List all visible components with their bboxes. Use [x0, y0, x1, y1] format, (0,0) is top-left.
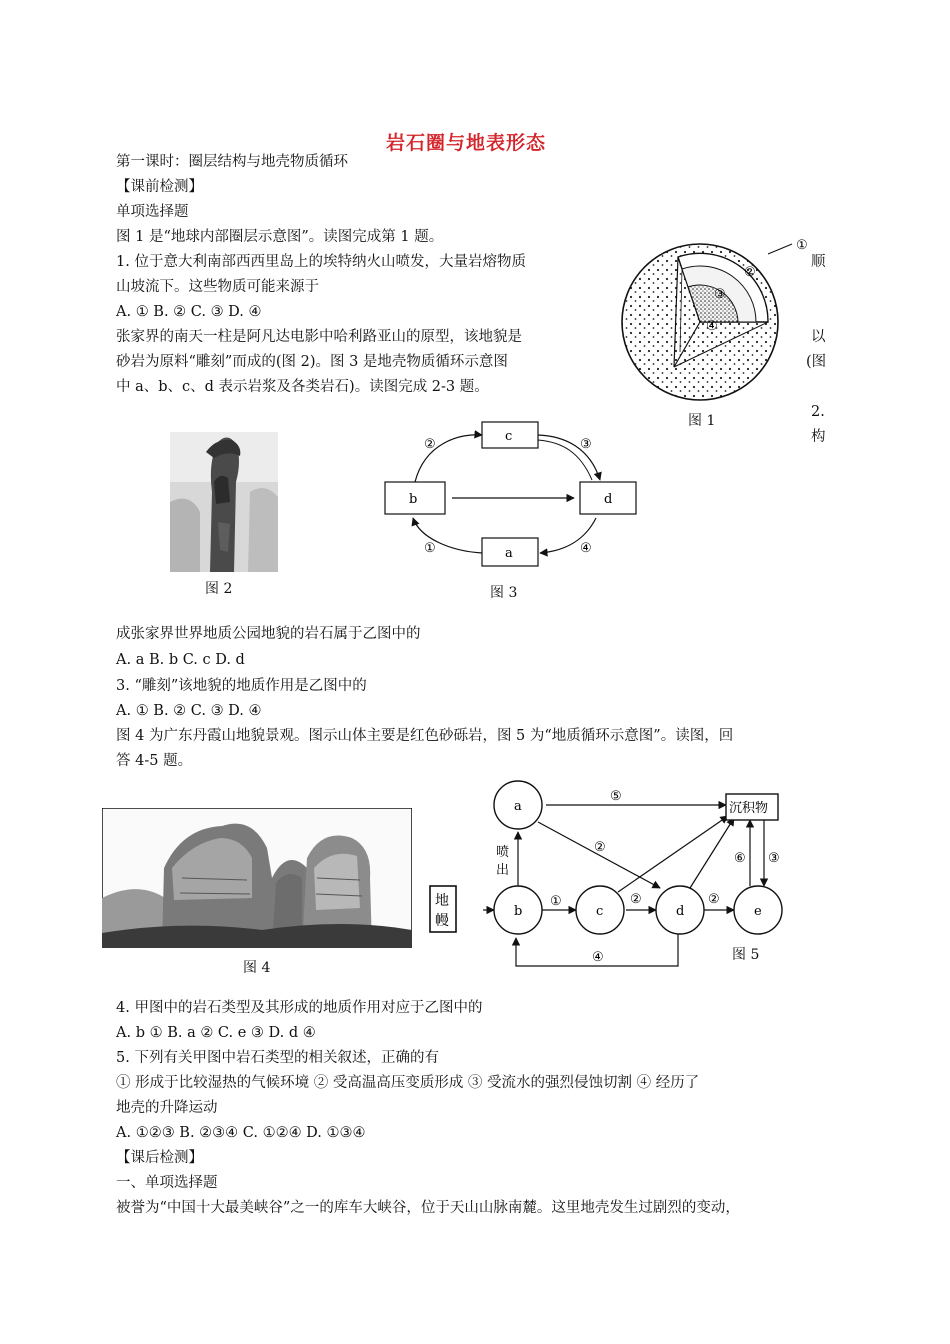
- fig3-arrow-3: ③: [580, 437, 592, 452]
- fig5-node-a: a: [514, 799, 522, 814]
- fig1-label-3: ③: [714, 287, 726, 302]
- side-q2-char: 构: [811, 429, 826, 445]
- fig1-intro: 图 1 是“地球内部圈层示意图”。读图完成第 1 题。: [116, 229, 444, 245]
- fig3-node-d: d: [604, 492, 613, 507]
- q4-options: A. b ① B. a ② C. e ③ D. d ④: [116, 1025, 316, 1041]
- q1-options: A. ① B. ② C. ③ D. ④: [116, 304, 262, 320]
- para-line1-tail: 以: [811, 329, 826, 345]
- fig5-erupt-2: 出: [496, 863, 510, 878]
- fig5-erupt-1: 喷: [496, 845, 510, 860]
- fig5-node-b: b: [514, 904, 523, 919]
- q5-statements-cont: 地壳的升降运动: [116, 1100, 218, 1116]
- side-q2-number: 2.: [811, 404, 825, 420]
- q5-options: A. ①②③ B. ②③④ C. ①②④ D. ①③④: [116, 1125, 366, 1141]
- post-test-heading: 【课后检测】: [116, 1150, 203, 1166]
- q3-line: 3. “雕刻”该地貌的地质作用是乙图中的: [116, 678, 367, 694]
- fig3-rock-cycle: [380, 418, 640, 580]
- fig3-caption: 图 3: [490, 585, 518, 601]
- fig1-label-1: ①: [796, 238, 808, 253]
- para-line2: 砂岩为原料“雕刻”而成的(图 2)。图 3 是地壳物质循环示意图: [116, 354, 508, 370]
- fig5-caption: 图 5: [732, 947, 760, 963]
- fig4-danxia-photo: [102, 808, 412, 948]
- q1-line1-tail: 顺: [811, 254, 826, 270]
- q3-options: A. ① B. ② C. ③ D. ④: [116, 703, 262, 719]
- fig5-sediment: 沉积物: [729, 801, 769, 816]
- fig5-arrow-3: ③: [768, 851, 780, 866]
- page-title: 岩石圈与地表形态: [386, 132, 547, 154]
- fig45-intro-line2: 答 4-5 题。: [116, 753, 193, 769]
- fig5-node-d: d: [676, 904, 685, 919]
- fig5-arrow-1: ①: [550, 894, 562, 909]
- fig3-node-a: a: [505, 546, 513, 561]
- section-post-single: 一、单项选择题: [116, 1175, 218, 1191]
- q2-line: 成张家界世界地质公园地貌的岩石属于乙图中的: [116, 626, 421, 642]
- fig5-node-e: e: [754, 904, 762, 919]
- fig2-pillar-photo: [170, 432, 278, 572]
- q2-options: A. a B. b C. c D. d: [116, 652, 245, 668]
- fig5-arrow-2b: ②: [630, 892, 642, 907]
- fig2-caption: 图 2: [205, 581, 233, 597]
- fig1-caption: 图 1: [688, 413, 716, 429]
- fig5-geologic-cycle: [428, 778, 788, 972]
- fig5-arrow-6: ⑥: [734, 851, 746, 866]
- fig1-label-4: ④: [706, 319, 718, 334]
- fig3-arrow-1: ①: [424, 541, 436, 556]
- para-line3: 中 a、b、c、d 表示岩浆及各类岩石)。读图完成 2-3 题。: [116, 379, 489, 395]
- fig45-intro-line1: 图 4 为广东丹霞山地貌景观。图示山体主要是红色砂砾岩，图 5 为“地质循环示意图”。读图，回: [116, 728, 734, 744]
- fig1-earth-interior: [620, 232, 810, 412]
- pre-test-heading: 【课前检测】: [116, 179, 203, 195]
- fig3-node-c: c: [505, 429, 513, 444]
- fig5-arrow-2c: ②: [708, 892, 720, 907]
- fig5-arrow-2a: ②: [594, 840, 606, 855]
- q5-statements: ① 形成于比较湿热的气候环境 ② 受高温高压变质形成 ③ 受流水的强烈侵蚀切割 ④ 经历了: [116, 1075, 700, 1091]
- lesson-title: 第一课时：圈层结构与地壳物质循环: [116, 154, 348, 170]
- fig5-arrow-4: ④: [592, 950, 604, 965]
- fig3-arrow-2: ②: [424, 437, 436, 452]
- fig5-arrow-5: ⑤: [610, 789, 622, 804]
- fig4-caption: 图 4: [243, 960, 271, 976]
- section-single-choice: 单项选择题: [116, 204, 189, 220]
- last-paragraph: 被誉为“中国十大最美峡谷”之一的库车大峡谷，位于天山山脉南麓。这里地壳发生过剧烈的变动，: [116, 1200, 740, 1216]
- para-line1: 张家界的南天一柱是阿凡达电影中哈利路亚山的原型，该地貌是: [116, 329, 522, 345]
- fig5-mantle-2: 幔: [435, 913, 449, 929]
- fig1-label-2: ②: [744, 265, 756, 280]
- fig3-node-b: b: [409, 492, 418, 507]
- fig3-arrow-4: ④: [580, 541, 592, 556]
- q5-line: 5. 下列有关甲图中岩石类型的相关叙述，正确的有: [116, 1050, 439, 1066]
- fig5-node-c: c: [596, 904, 604, 919]
- fig5-mantle-1: 地: [435, 893, 449, 909]
- q1-line2: 山坡流下。这些物质可能来源于: [116, 279, 319, 295]
- q4-line: 4. 甲图中的岩石类型及其形成的地质作用对应于乙图中的: [116, 1000, 483, 1016]
- q1-line1: 1. 位于意大利南部西西里岛上的埃特纳火山喷发，大量岩熔物质: [116, 254, 526, 270]
- para-line2-tail: (图: [806, 354, 827, 370]
